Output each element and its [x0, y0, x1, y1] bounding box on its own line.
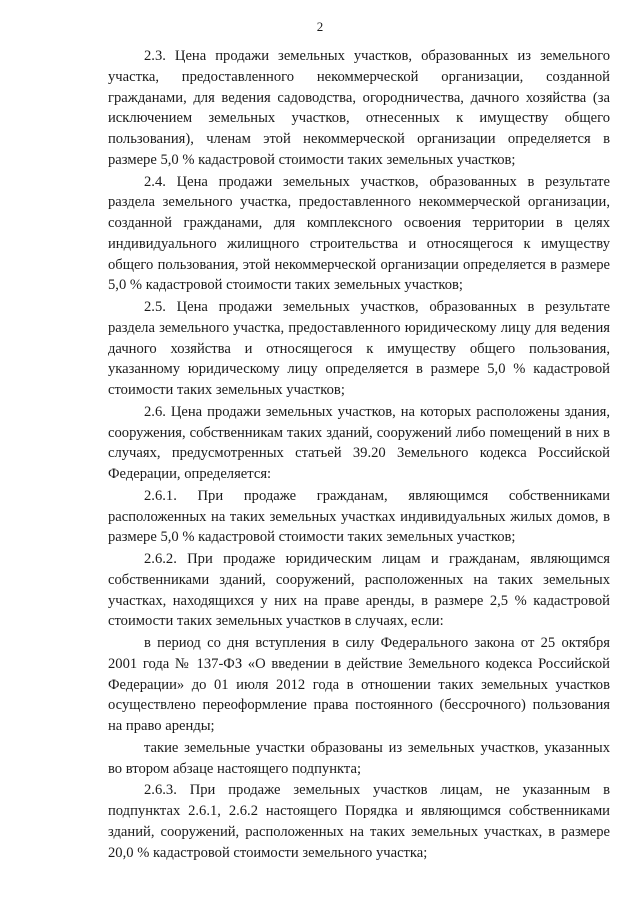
paragraph-2-3: 2.3. Цена продажи земельных участков, образованных из земельного участка, предоставленного некоммерческой организации, созданной гражданами, для ведения садоводства, огородничества, дачного хозяйства (за исключением земельных участков, отнесенных к имуществу общего пользования), членам этой некоммерческой организации определяется в размере 5,0 % кадастровой стоимости таких земельных участков; [108, 48, 610, 168]
paragraph-2-6: 2.6. Цена продажи земельных участков, на которых расположены здания, сооружения, собственникам таких зданий, сооружений либо помещений в них в случаях, предусмотренных статьей 39.20 Земельного кодекса Российской Федерации, определяется: [108, 403, 610, 482]
paragraph-2-4: 2.4. Цена продажи земельных участков, образованных в результате раздела земельного участка, предоставленного некоммерческой организации, созданной гражданами, для комплексного освоения территории в целях индивидуального жилищного строительства и относящегося к имуществу общего пользования, этой некоммерческой организации определяется в размере 5,0 % кадастровой стоимости таких земельных участков; [108, 173, 610, 294]
paragraph-2-5: 2.5. Цена продажи земельных участков, образованных в результате раздела земельного участка, предоставленного юридическому лицу для ведения дачного хозяйства и относящегося к имуществу общего пользования, указанному юридическому лицу определяется в размере 5,0 % кадастровой стоимости таких земельных участков; [108, 299, 610, 398]
paragraph-2-6-2-condition-2: такие земельные участки образованы из земельных участков, указанных во втором абзаце настоящего подпункта; [108, 739, 610, 777]
paragraph-2-6-1: 2.6.1. При продаже гражданам, являющимся собственниками расположенных на таких земельных участках индивидуальных жилых домов, в размере 5,0 % кадастровой стоимости таких земельных участков; [108, 487, 610, 546]
page-number: 2 [316, 19, 324, 34]
paragraph-2-6-2: 2.6.2. При продаже юридическим лицам и гражданам, являющимся собственниками зданий, сооружений, расположенных на таких земельных участках, находящихся у них на праве аренды, в размере 2,5 % кадастровой стоимости таких земельных участков в случаях, если: [108, 551, 610, 630]
document-body [108, 46, 610, 863]
paragraph-2-6-2-condition-1: в период со дня вступления в силу Федерального закона от 25 октября 2001 года № 137-ФЗ «О введении в действие Земельного кодекса Российской Федерации» до 01 июля 2012 года в отношении таких земельных участков осуществлено переоформление права постоянного (бессрочного) пользования на право аренды; [108, 635, 610, 734]
paragraph-2-6-3: 2.6.3. При продаже земельных участков лицам, не указанным в подпунктах 2.6.1, 2.6.2 настоящего Порядка и являющимся собственниками зданий, сооружений, расположенных на таких земельных участках, в размере 20,0 % кадастровой стоимости земельного участка; [108, 782, 610, 861]
